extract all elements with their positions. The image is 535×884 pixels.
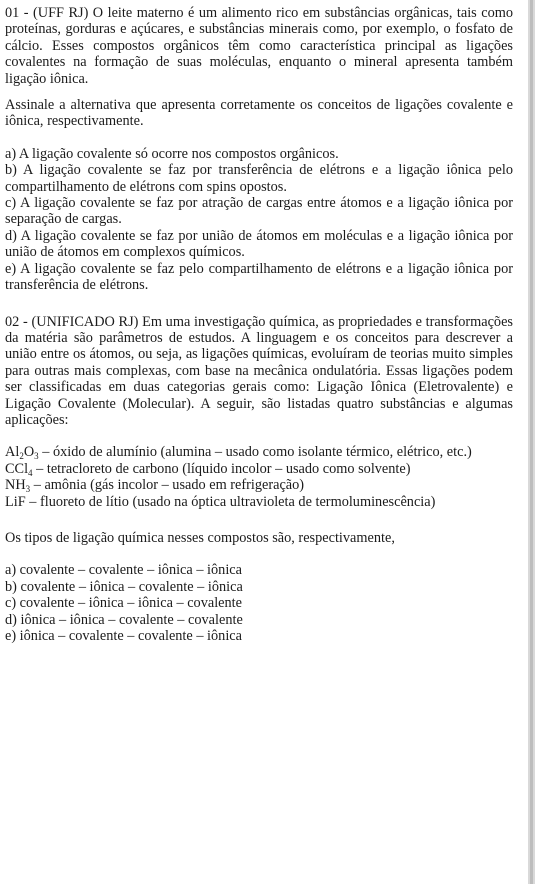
q2-option-c: c) covalente – iônica – iônica – covalente bbox=[5, 595, 242, 612]
substance-item: CCl$_4$ – tetracloreto de carbono (líquido incolor – usado como solvente) bbox=[5, 460, 411, 478]
q1-option-c: c) A ligação covalente se faz por atração de cargas entre átomos e a ligação iônica por separação de cargas. bbox=[5, 195, 513, 228]
q2-option-e: e) iônica – covalente – covalente – iônica bbox=[5, 628, 242, 644]
question-1-options bbox=[5, 146, 513, 294]
substance-item: LiF – fluoreto de lítio (usado na óptica ultravioleta de termoluminescência) bbox=[5, 493, 436, 510]
substance-list bbox=[5, 444, 513, 510]
question-2-prompt: Os tipos de ligação química nesses compostos são, respectivamente, bbox=[5, 529, 395, 546]
q1-option-b: b) A ligação covalente se faz por transferência de elétrons e a ligação iônica pelo compartilhamento de elétrons com spins opostos. bbox=[5, 162, 513, 195]
q2-option-a: a) covalente – covalente – iônica – iônica bbox=[5, 562, 242, 579]
document-page bbox=[5, 5, 513, 644]
question-1-statement: 01 - (UFF RJ) O leite materno é um alimento rico em substâncias orgânicas, tais como proteínas, gorduras e açúcares, e substâncias minerais como, por exemplo, o fosfato de cálcio. Esses compostos orgânicos têm como característica principal as ligações covalentes na formação de suas moléculas, enquanto o mineral apresenta também ligação iônica. bbox=[5, 5, 513, 87]
q2-option-b: b) covalente – iônica – covalente – iônica bbox=[5, 578, 243, 595]
q1-option-d: d) A ligação covalente se faz por união de átomos em moléculas e a ligação iônica por união de átomos em complexos químicos. bbox=[5, 227, 513, 261]
question-2-options bbox=[5, 562, 513, 644]
question-1-prompt: Assinale a alternativa que apresenta corretamente os conceitos de ligações covalente e iônica, respectivamente. bbox=[5, 97, 513, 130]
substance-item: $NH_3$ – amônia (gás incolor – usado em refrigeração) bbox=[5, 477, 305, 495]
question-2-statement: 02 - (UNIFICADO RJ) Em uma investigação química, as propriedades e transformações da matéria são parâmetros de estudos. A linguagem e os conceitos para descrever a união entre os átomos, ou seja, as ligações químicas, evoluíram de teorias muito simples para outras mais complexas, com base na mecânica ondulatória. Essas ligações podem ser classificadas em duas categorias gerais como: Ligação Iônica (Eletrovalente) e Ligação Covalente (Molecular). A seguir, são listadas quatro substâncias e algumas aplicações: bbox=[5, 313, 513, 428]
scrollbar[interactable] bbox=[528, 0, 535, 884]
q1-option-e: e) A ligação covalente se faz pelo compartilhamento de elétrons e a ligação iônica por transferência de elétrons. bbox=[5, 260, 513, 294]
substance-item: $Al_2O_3$ – óxido de alumínio (alumina – usado como isolante térmico, elétrico, etc.) bbox=[5, 444, 472, 462]
q1-option-a: a) A ligação covalente só ocorre nos compostos orgânicos. bbox=[5, 145, 339, 162]
q2-option-d: d) iônica – iônica – covalente – covalente bbox=[5, 611, 243, 628]
